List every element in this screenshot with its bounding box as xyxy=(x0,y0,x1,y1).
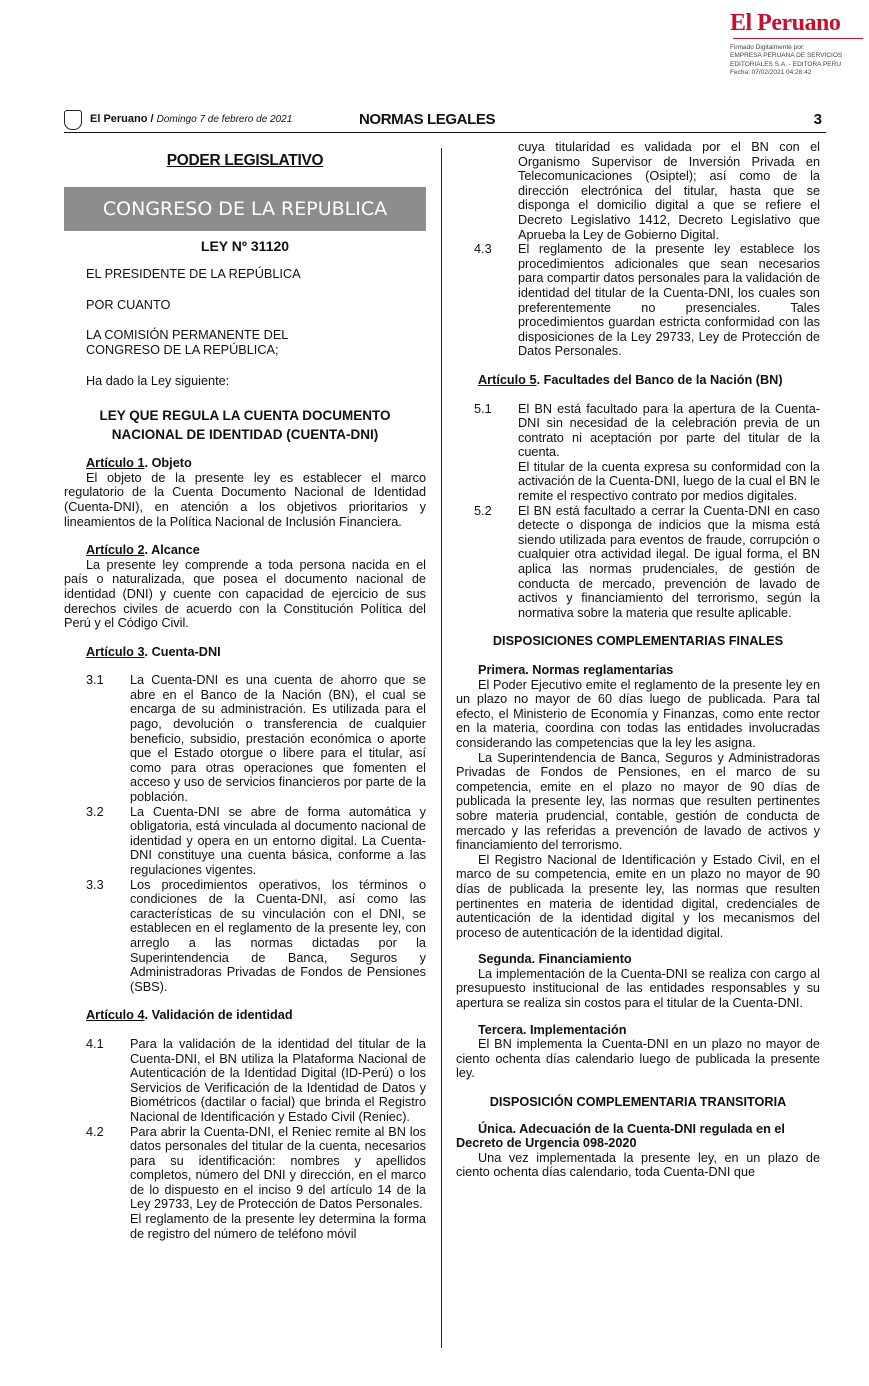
list-item: 3.2 La Cuenta-DNI se abre de forma automática y obligatoria, está vinculada al documento nacional de identidad y opera en un entorno digital. La Cuenta-DNI constituye una cuenta básica, conforme a las regulaciones vigentes. xyxy=(86,804,426,877)
commission-line: LA COMISIÓN PERMANENTE DEL CONGRESO DE LA REPÚBLICA; xyxy=(86,328,288,357)
list-item-continuation: El reglamento de la presente ley determina la forma de registro del número de teléfono móvil xyxy=(130,1212,426,1241)
signature-line: Fecha: 07/02/2021 04:28:42 xyxy=(730,69,812,77)
list-item: 3.1 La Cuenta-DNI es una cuenta de ahorro que se abre en el Banco de la Nación (BN), el cual se encarga de su administración. Es utilizada para el pago, devolución o transferencia de cualquier beneficio, subsidio, prestación económica o aporte que el Estado otorgue o libere para el titular, así como para otras operaciones que fomenten el acceso y uso de servicios financieros por parte de la población. xyxy=(86,673,426,805)
ha-dado-line: Ha dado la Ley siguiente: xyxy=(86,373,230,388)
tercera-paragraph: El BN implementa la Cuenta-DNI en un plazo no mayor de ciento ochenta días calendario luego de publicada la presente ley. xyxy=(456,1037,820,1081)
list-item: 5.2 El BN está facultado a cerrar la Cuenta-DNI en caso detecte o disponga de indicios que la misma está siendo utilizada para eventos de fraude, corrupción o cualquier otra actividad ilegal. De igual forma, el BN aplica las normas prudenciales, de gestión de conducta de mercado, prevención de lavado de activos y financiamiento del terrorismo, según la normativa sobre la materia que resulte aplicable. xyxy=(474,503,820,620)
section-title: PODER LEGISLATIVO xyxy=(166,152,324,169)
primera-paragraph: El Registro Nacional de Identificación y Estado Civil, en el marco de su competencia, emite en un plazo no mayor de 90 días de publicada la presente ley, las normas que resulten pertinentes en materia de identidad digital, credenciales de autenticación de la identidad digital y los mecanismos del proceso de autenticación de la identidad digital. xyxy=(456,852,820,940)
primera-paragraph: El Poder Ejecutivo emite el reglamento de la presente ley en un plazo no mayor de 60 días luego de publicada. Para tal efecto, el Ministerio de Economía y Finanzas, como ente rector en la materia, coordina con todas las entidades involucradas considerando las competencias que la ley les asigna. xyxy=(456,677,820,750)
segunda-paragraph: La implementación de la Cuenta-DNI se realiza con cargo al presupuesto institucional de las entidades responsables y su apertura se realiza sin costos para el titular de la Cuenta-DNI. xyxy=(456,966,820,1011)
list-item-continuation: El titular de la cuenta expresa su conformidad con la activación de la Cuenta-DNI, luego de la cual el BN le remite el respectivo contrato por medios digitales. xyxy=(518,459,820,504)
article-4-heading: Artículo 4. Validación de identidad xyxy=(86,1008,293,1023)
signature-line: Firmado Digitalmente por: xyxy=(730,44,805,51)
logo-underline xyxy=(733,38,863,42)
tercera-heading: Tercera. Implementación xyxy=(478,1022,627,1037)
right-column xyxy=(456,140,820,1180)
final-provisions-title: DISPOSICIONES COMPLEMENTARIAS FINALES xyxy=(492,634,784,649)
signature-line: EDITORIALES S.A. - EDITORA PERU xyxy=(730,60,842,68)
header-date: Domingo 7 de febrero de 2021 xyxy=(156,114,293,125)
unica-paragraph: Una vez implementada la presente ley, en un plazo de ciento ochenta días calendario, toda Cuenta-DNI que xyxy=(456,1150,820,1180)
transitory-provision-title: DISPOSICIÓN COMPLEMENTARIA TRANSITORIA xyxy=(489,1095,787,1110)
article-1-text: El objeto de la presente ley es establecer el marco regulatorio de la Cuenta Documento Nacional de Identidad (Cuenta-DNI), en atención a los objetivos prioritarios y lineamientos de la Política Nacional de Inclusión Financiera. xyxy=(64,470,426,529)
primera-heading: Primera. Normas reglamentarias xyxy=(478,663,674,677)
law-title: LEY QUE REGULA LA CUENTA DOCUMENTO NACIONAL DE IDENTIDAD (CUENTA-DNI) xyxy=(99,408,391,443)
header-section: NORMAS LEGALES xyxy=(359,111,496,128)
page-header xyxy=(64,110,826,133)
article-5-heading: Artículo 5. Facultades del Banco de la Nación (BN) xyxy=(478,372,783,387)
article-1-heading: Artículo 1. Objeto xyxy=(86,456,192,471)
list-item: 4.1 Para la validación de la identidad del titular de la Cuenta-DNI, el BN utiliza la Plataforma Nacional de Autenticación de la Identidad Digital (ID-Perú) o los Servicios de Verificación de la Identidad de Datos y Biométricos (dactilar o facial) que brinda el Registro Nacional de Identificación y Estado Civil (Reniec). xyxy=(86,1036,426,1124)
column-divider xyxy=(441,148,442,1348)
list-item: 3.3 Los procedimientos operativos, los términos o condiciones de la Cuenta-DNI, así como las características de su vinculación con el DNI, se establecen en el reglamento de la presente ley, con arreglo a las normas dictadas por la Superintendencia de Banca, Seguros y Administradoras Privadas de Fondos de Pensiones (SBS). xyxy=(86,877,426,994)
page-number: 3 xyxy=(813,111,822,128)
segunda-heading: Segunda. Financiamiento xyxy=(478,952,632,967)
article-2-heading: Artículo 2. Alcance xyxy=(86,543,200,558)
list-item: 4.2 Para abrir la Cuenta-DNI, el Reniec remite al BN los datos personales del titular de la cuenta, necesarios para su identificación: nombres y apellidos completos, número del DNI y dirección, en el marco de lo dispuesto en el inciso 9 del artículo 14 de la Ley 29733, Ley de Protección de Datos Personales. xyxy=(86,1124,426,1212)
article-3-heading: Artículo 3. Cuenta-DNI xyxy=(86,644,221,659)
coat-of-arms-icon xyxy=(64,110,82,130)
signature-line: EMPRESA PERUANA DE SERVICIOS xyxy=(730,52,843,60)
list-item-continuation: cuya titularidad es validada por el BN con el Organismo Supervisor de Inversión Privada en Telecomunicaciones (Osiptel); así como de la dirección electrónica del titular, hasta que se disponga el domicilio digital a que se refiere el Decreto Legislativo 1412, Decreto Legislativo que Aprueba la Ley de Gobierno Digital. xyxy=(518,140,820,242)
congress-banner: CONGRESO DE LA REPUBLICA xyxy=(64,187,426,231)
article-2-text: La presente ley comprende a toda persona nacida en el país o naturalizada, que posea el documento nacional de identidad (DNI) y cuente con capacidad de ejercicio de sus derechos civiles de acuerdo con la Constitución Política del Perú y el Código Civil. xyxy=(64,557,426,631)
el-peruano-logo: El Peruano xyxy=(730,10,841,36)
left-column xyxy=(64,154,426,1241)
list-item: 5.1 El BN está facultado para la apertura de la Cuenta-DNI sin necesidad de la celebración previa de un contrato ni aceptación por parte del titular de la cuenta. xyxy=(474,401,820,460)
por-cuanto: POR CUANTO xyxy=(86,297,171,312)
primera-paragraph: La Superintendencia de Banca, Seguros y Administradoras Privadas de Fondos de Pensiones, en el marco de su competencia, emite en el plazo no mayor de 90 días de publicada la presente ley, las normas que resulten pertinentes sobre materia prudencial, contable, gestión de conducta de mercado y las referidas a prevención de lavado de activos y financiamiento del terrorismo. xyxy=(456,750,820,853)
unica-heading: Única. Adecuación de la Cuenta-DNI regulada en el Decreto de Urgencia 098-2020 xyxy=(456,1121,785,1151)
president-line: EL PRESIDENTE DE LA REPÚBLICA xyxy=(86,267,301,282)
law-number: LEY Nº 31120 xyxy=(200,237,290,254)
digital-signature xyxy=(730,44,842,78)
header-publication: El Peruano / Domingo 7 de febrero de 2021 xyxy=(90,113,293,125)
list-item: 4.3 El reglamento de la presente ley establece los procedimientos adicionales que sean necesarios para compartir datos personales para la validación de identidad del titular de la Cuenta-DNI, los cuales son preferentemente no presenciales. Tales procedimientos guardan estricta conformidad con las disposiciones de la Ley 29733, Ley de Protección de Datos Personales. xyxy=(474,242,820,359)
